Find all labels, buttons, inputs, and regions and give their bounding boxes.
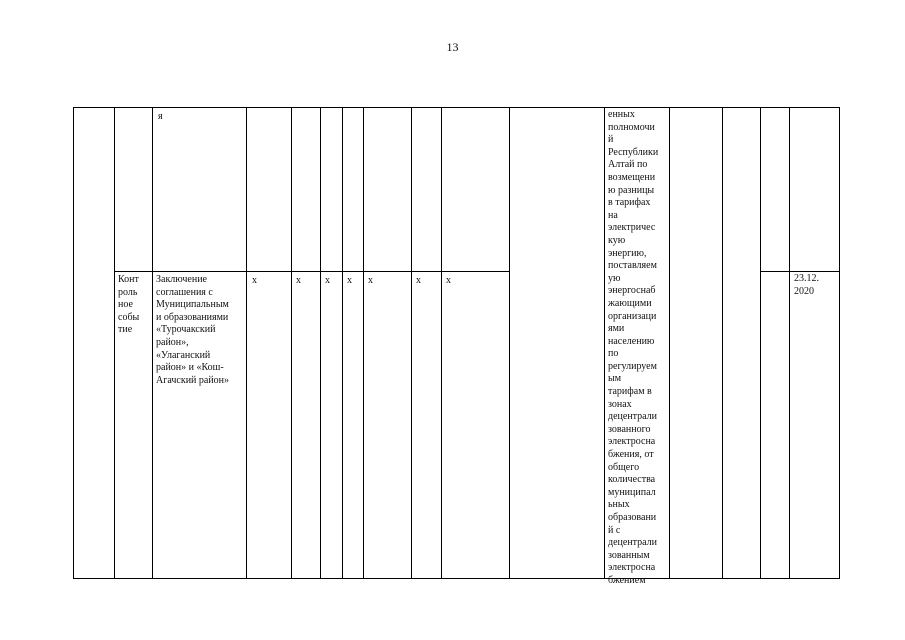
control-event-label [118,274,139,337]
column-divider [669,108,670,578]
text-line: регулируем [608,360,657,372]
label-line: тие [118,324,133,336]
date-cell [794,273,819,298]
text-line: ую [608,272,621,284]
text-line: ьных [608,499,630,511]
text-line: децентрали [608,537,658,549]
column-divider [604,108,605,578]
text-line: бжением [608,574,646,586]
text-line: и образованиями [156,311,229,323]
row-divider [760,271,840,272]
text-line: муниципал [608,486,656,498]
x-mark: x [416,275,421,286]
text-line: район» и «Кош- [156,362,224,374]
row-divider [114,271,509,272]
column-divider [789,108,790,578]
text-line: район», [156,336,189,348]
text-line: электросна [608,436,656,448]
text-line: децентрали [608,411,658,423]
label-line: ное [118,299,133,311]
text-line: возмещени [608,171,656,183]
text-line: «Турочакский [156,324,216,336]
text-line: энергию, [608,247,647,259]
text-line: поставляем [608,260,657,272]
text-line: населению [608,335,655,347]
column-divider [760,108,761,578]
column-divider [411,108,412,578]
column-divider [363,108,364,578]
label-line: роль [118,286,138,298]
column-divider [722,108,723,578]
text-line: енных [608,109,635,120]
text-line: кую [608,234,626,246]
date-line: 23.12. [794,273,819,284]
text-line: энергоснаб [608,285,656,297]
text-line: ями [608,323,625,335]
text-line: организаци [608,310,657,322]
label-line: собы [118,311,140,323]
text-line: бжения, от [608,449,654,461]
x-mark: x [368,275,373,286]
text-line: полномочи [608,121,655,133]
text-line: ым [608,373,622,385]
text-line: общего [608,461,640,473]
x-mark: x [325,275,330,286]
text-line: Республики [608,146,659,158]
text-line: на [608,209,618,221]
text-line: в тарифах [608,197,651,209]
text-line: по [608,348,619,360]
agreement-text [156,274,229,387]
text-line: ю разницы [608,184,655,196]
text-line: жающими [608,297,652,309]
label-line: Конт [118,274,139,285]
text-line: соглашения с [156,286,213,298]
text-line: тарифам в [608,386,652,398]
page-number: 13 [446,40,459,54]
column-divider [246,108,247,578]
text-line: «Улаганский [156,349,211,361]
text-line: количества [608,474,656,486]
column-divider [441,108,442,578]
column-divider [152,108,153,578]
column-divider [342,108,343,578]
x-mark: x [446,275,451,286]
column-divider [114,108,115,578]
column-divider [291,108,292,578]
text-line: Агачский район» [156,374,230,386]
text-line: й с [608,524,621,536]
row1-col2-fragment: я [158,111,163,122]
description-text [608,109,658,588]
text-line: й [608,134,614,146]
x-mark: x [347,275,352,286]
text-line: образовани [608,512,657,523]
text-line: Алтай по [608,159,648,171]
data-table [73,107,840,586]
x-mark: x [296,275,301,286]
x-mark: x [252,275,257,286]
column-divider [320,108,321,578]
text-line: электричес [608,222,656,234]
text-line: Муниципальным [156,299,229,311]
column-divider [509,108,510,578]
text-line: зонах [608,398,632,410]
text-line: зованным [608,549,650,561]
text-line: зованного [608,423,651,435]
text-line: Заключение [156,274,207,285]
text-line: электросна [608,562,656,574]
date-line: 2020 [794,285,814,297]
